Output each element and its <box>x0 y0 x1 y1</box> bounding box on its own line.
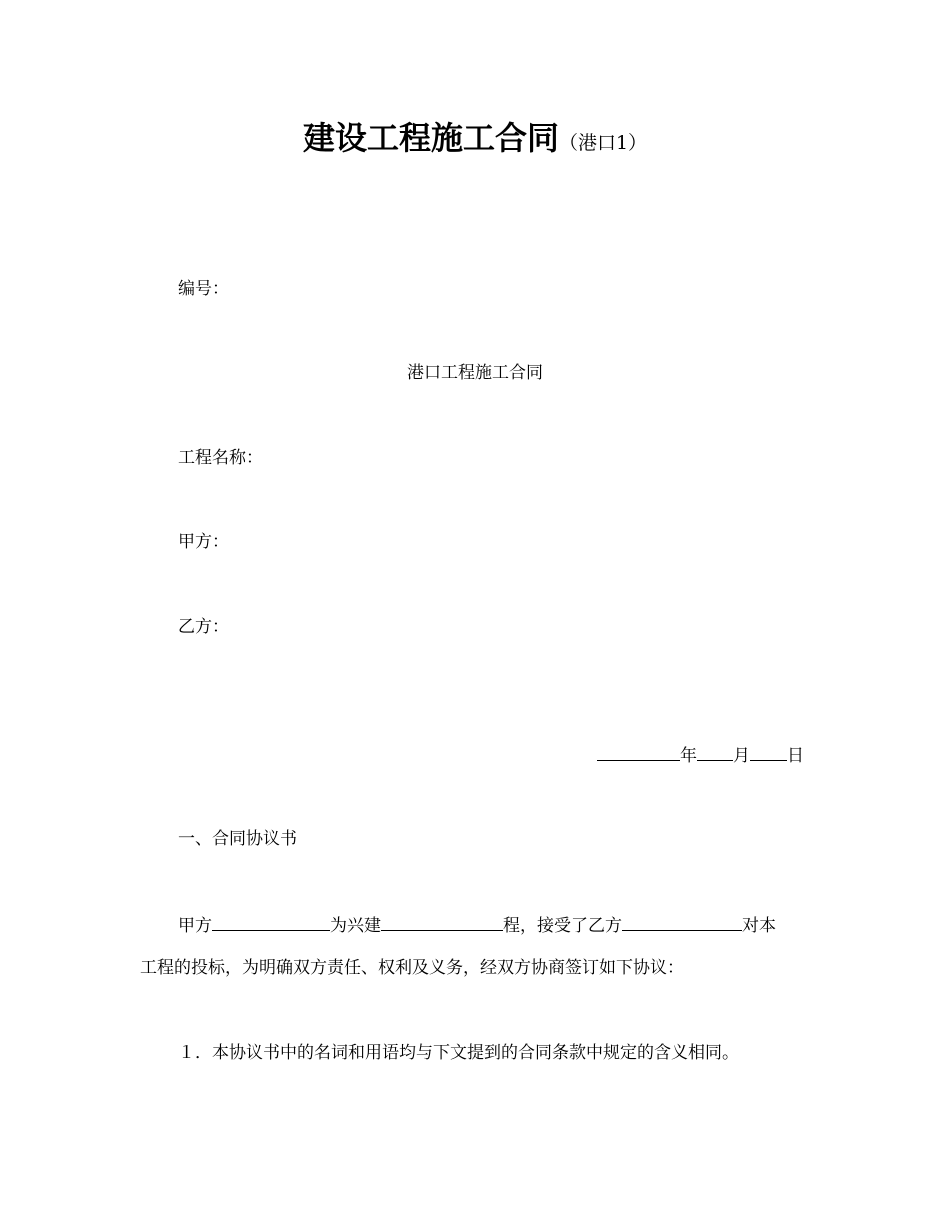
party-b-blank[interactable] <box>622 914 742 931</box>
party-b-label: 乙方： <box>178 617 229 637</box>
number-label: 编号： <box>178 279 229 299</box>
year-label: 年 <box>680 746 697 766</box>
text-to: 对本 <box>742 916 776 936</box>
year-blank[interactable] <box>597 744 680 761</box>
month-blank[interactable] <box>697 744 733 761</box>
section-heading: 一、合同协议书 <box>178 829 297 849</box>
title-sub: （港口1） <box>558 132 648 154</box>
text-accept: 程，接受了乙方 <box>503 916 622 936</box>
month-label: 月 <box>733 746 750 766</box>
project-name-label: 工程名称： <box>178 448 263 468</box>
day-blank[interactable] <box>750 744 787 761</box>
contract-subtitle: 港口工程施工合同 <box>407 363 543 383</box>
text-party-a: 甲方 <box>178 916 212 936</box>
paragraph-line-2: 工程的投标，为明确双方责任、权利及义务，经双方协商签订如下协议： <box>140 958 684 978</box>
date-line <box>597 744 804 767</box>
title-main: 建设工程施工合同 <box>302 119 559 157</box>
party-a-label: 甲方： <box>178 532 229 552</box>
clause-1: １．本协议书中的名词和用语均与下文提到的合同条款中规定的含义相同。 <box>178 1043 739 1063</box>
paragraph-line-1 <box>178 914 776 937</box>
day-label: 日 <box>787 746 804 766</box>
project-blank[interactable] <box>381 914 503 931</box>
party-a-blank[interactable] <box>212 914 330 931</box>
text-build: 为兴建 <box>330 916 381 936</box>
document-title <box>0 113 950 159</box>
